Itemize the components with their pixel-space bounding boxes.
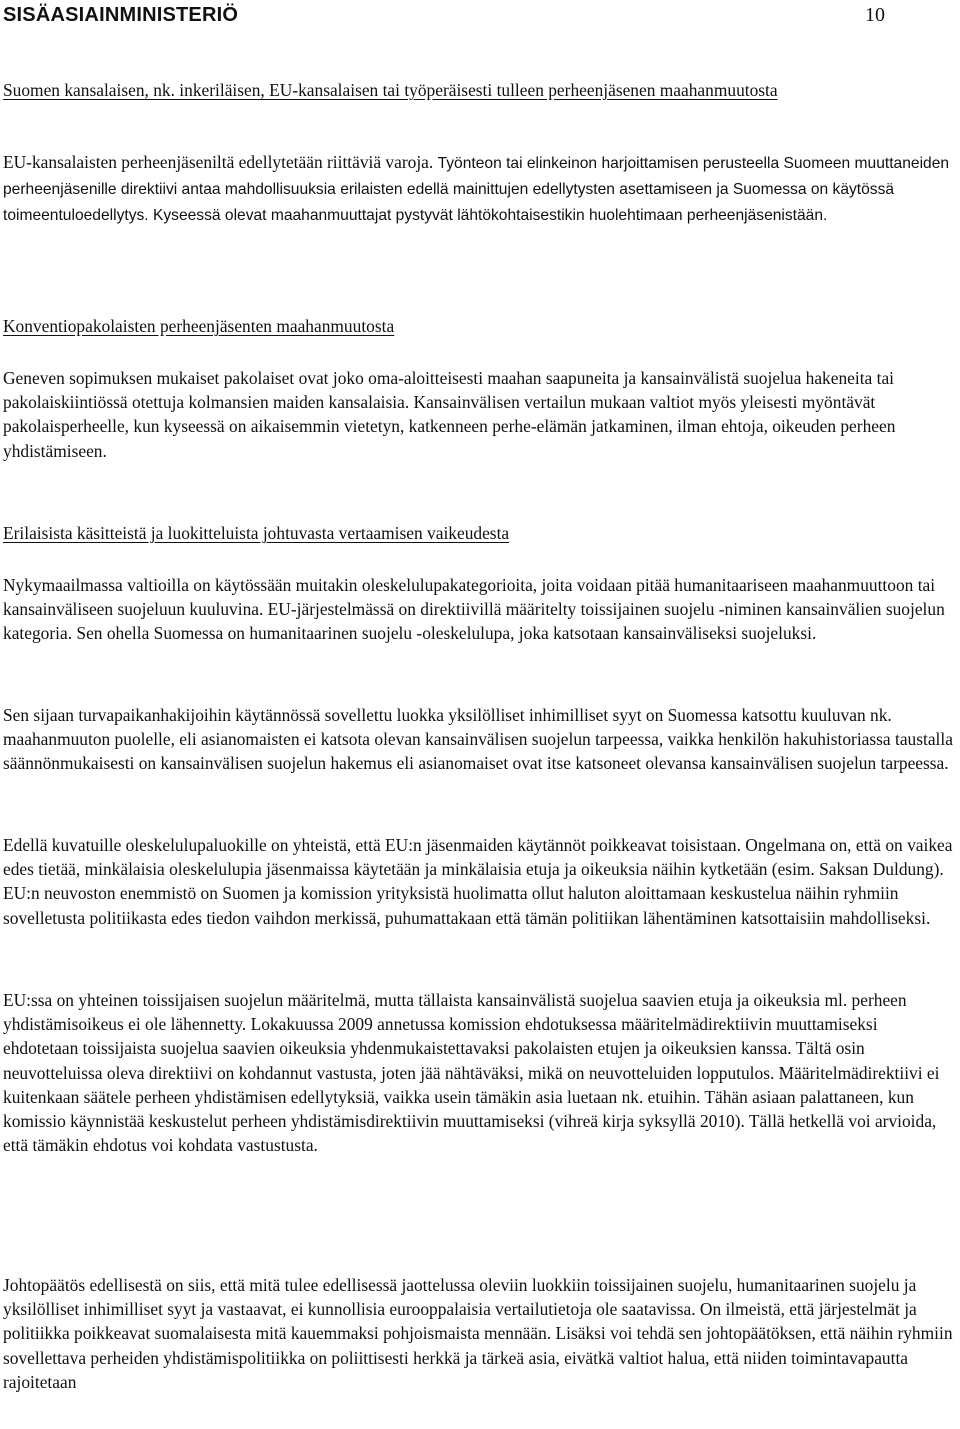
paragraph-sans-text: Työnteon tai elinkeinon harjoittamisen perusteella Suomeen muuttaneiden perheenjäsenille direktiivi antaa mahdollisuuksia erilaisten edellä mainittujen edellytysten asettamiseen ja Suomessa on käytössä toimeentuloedellytys. Kyseessä olevat maahanmuuttajat pystyvät lähtökohtaisestikin huolehtimaan perheenjäsenistään. <box>3 155 950 225</box>
section-heading-comparison-difficulty: Erilaisista käsitteistä ja luokitteluista johtuvasta vertaamisen vaikeudesta <box>3 523 510 543</box>
paragraph-conclusion: Johtopäätös edellisestä on siis, että mitä tulee edellisessä jaottelussa oleviin luokkiin toissijainen suojelu, humanitaarinen suojelu ja yksilölliset inhimilliset syyt ja vastaavat, ei kunnollisia eurooppalaisia vertailutietoja ole saatavissa. On ilmeistä, että järjestelmät ja politiikka poikkeavat suomalaisesta mitä kauemmaksi pohjoismaista mennään. Lisäksi voi tehdä sen johtopäätöksen, että näihin ryhmiin sovellettava perheiden yhdistämispolitiikka on poliittisesti herkkä ja tärkeä asia, eivätkä valtiot halua, että niiden toimintavapautta rajoitetaan <box>3 1275 953 1392</box>
paragraph-member-state-practices: Edellä kuvatuille oleskelulupaluokille on yhteistä, että EU:n jäsenmaiden käytännöt poikkeavat toisistaan. Ongelmana on, että on vaikea edes tietää, minkälaisia oleskelulupia jäsenmaissa käytetään ja minkälaisia etuja ja oikeuksia näihin kytketään (esim. Saksan Duldung). EU:n neuvoston enemmistö on Suomen ja komission yrityksistä huolimatta ollut haluton aloittamaan keskustelua näihin ryhmiin sovelletusta politiikasta edes tiedon vaihdon merkissä, puhumattakaan että tämän politiikan lähentäminen katsottaisiin mahdolliseksi. <box>3 835 953 928</box>
paragraph-individual-humanitarian-reasons: Sen sijaan turvapaikanhakijoihin käytännössä sovellettu luokka yksilölliset inhimilliset syyt on Suomessa katsottu kuuluvan nk. maahanmuuton puolelle, eli asianomaisten ei katsota olevan kansainvälisen suojelun tarpeessa, vaikka henkilön hakuhistoriassa taustalla säännönmukaisesti on kansainvälisen suojelun hakemus eli asianomaiset ovat itse katsoneet olevansa kansainvälisen suojelun tarpeessa. <box>3 705 953 774</box>
paragraph-geneva-refugees: Geneven sopimuksen mukaiset pakolaiset ovat joko oma-aloitteisesti maahan saapuneita ja kansainvälistä suojelua hakeneita tai pakolaiskiintiössä otettuja kolmansien maiden kansalaisia. Kansainvälisen vertailun mukaan valtiot myös yleisesti myöntävät pakolaisperheelle, kun kyseessä on aikaisemmin vietetyn, katkenneen perhe-elämän jatkaminen, ilman ehtoja, oikeuden perheen yhdistämiseen. <box>3 368 896 461</box>
page-header <box>3 2 957 32</box>
section-heading-family-members: Suomen kansalaisen, nk. inkeriläisen, EU-kansalaisen tai työperäisesti tulleen perheenjäsenen maahanmuutosta <box>3 80 778 100</box>
paragraph-lead-text: EU-kansalaisten perheenjäseniltä edellytetään riittäviä varoja. <box>3 152 434 172</box>
page-number: 10 <box>865 4 885 26</box>
paragraph-eu-family-members <box>3 150 957 229</box>
paragraph-residence-categories: Nykymaailmassa valtioilla on käytössään muitakin oleskelulupakategorioita, joita voidaan pitää humanitaariseen maahanmuuttoon tai kansainväliseen suojeluun kuuluvina. EU-järjestelmässä on direktiivillä määritelty toissijainen suojelu -niminen kansainvälien suojelun kategoria. Sen ohella Suomessa on humanitaarinen suojelu -oleskelulupa, joka katsotaan kansainväliseksi suojeluksi. <box>3 575 945 644</box>
ministry-name: SISÄASIAINMINISTERIÖ <box>3 4 239 26</box>
paragraph-subsidiary-protection: EU:ssa on yhteinen toissijaisen suojelun määritelmä, mutta tällaista kansainvälistä suojelua saavien etuja ja oikeuksia ml. perheen yhdistämisoikeus ei ole lähennetty. Lokakuussa 2009 annetussa komission ehdotuksessa määritelmädirektiivin muuttamiseksi ehdotetaan toissijaista suojelua saavien oikeuksia yhdenmukaistettavaksi pakolaisten etujen ja oikeuksien kanssa. Tältä osin neuvotteluissa oleva direktiivi on kohdannut vastusta, joten jää nähtäväksi, mikä on neuvotteluiden lopputulos. Määritelmädirektiivi ei kuitenkaan säätele perheen yhdistämisen edellytyksiä, vaikka usein tämäkin asia luetaan nk. etuihin. Tähän asiaan palattaneen, kun komissio käynnistää keskustelut perheen yhdistämisdirektiivin muuttamiseksi (vihreä kirja syksyllä 2010). Tällä hetkellä voi arvioida, että tämäkin ehdotus voi kohdata vastustusta. <box>3 990 940 1156</box>
section-heading-convention-refugees: Konventiopakolaisten perheenjäsenten maahanmuutosta <box>3 316 395 336</box>
